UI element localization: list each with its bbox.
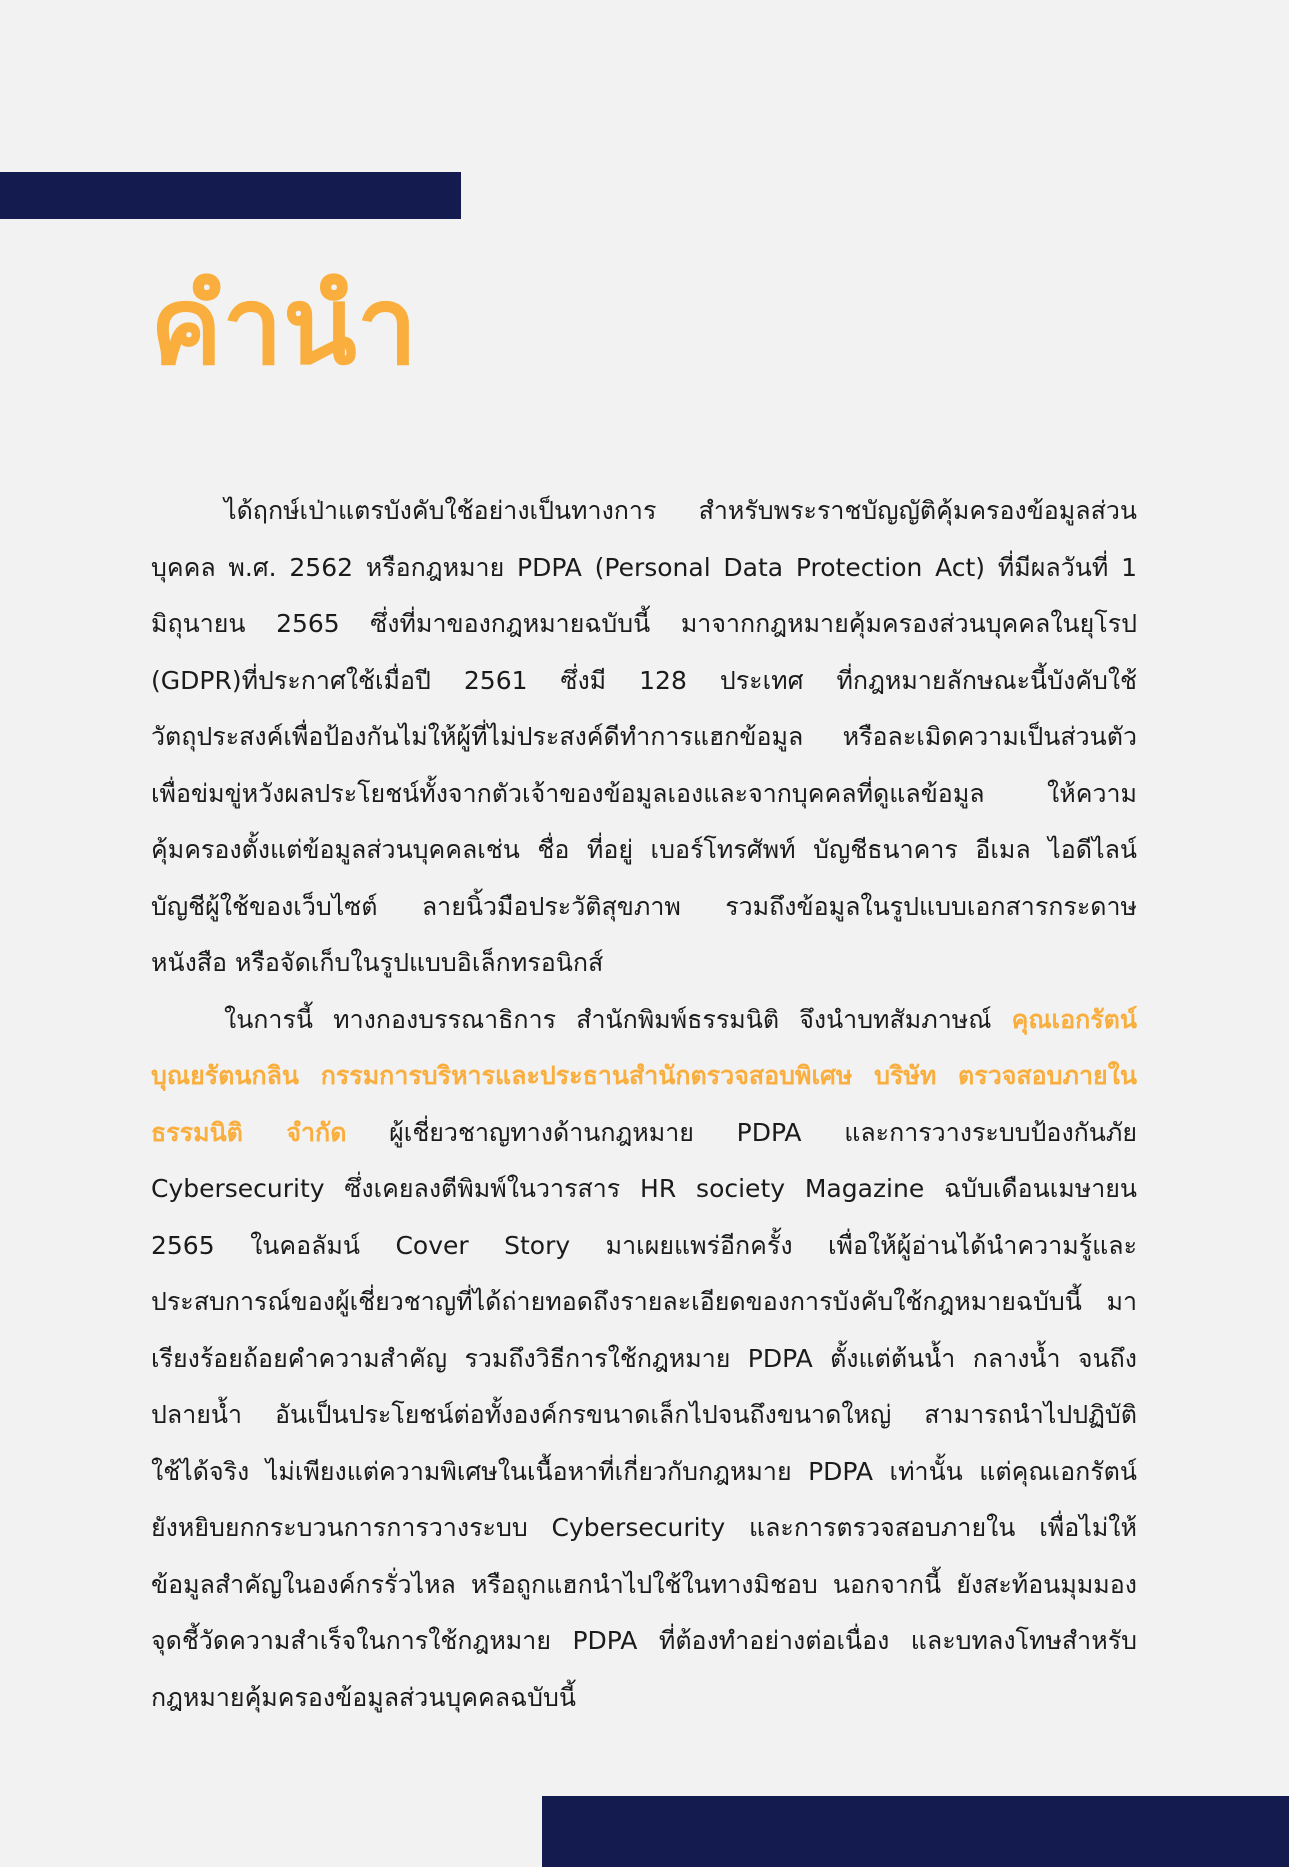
paragraph-2 [151,992,1137,1727]
paragraph-2-intro: ในการนี้ ทางกองบรรณาธิการ สำนักพิมพ์ธรรมนิติ จึงนำบทสัมภาษณ์ [224,1004,1012,1034]
interviewee-highlight: คุณเอกรัตน์ บุณยรัตนกลิน กรรมการบริหารและประธานสำนักตรวจสอบพิเศษ บริษัท ตรวจสอบภายในธรรมนิติ จำกัด [151,1004,1137,1147]
top-decorative-bar [0,172,461,219]
paragraph-2-rest: ผู้เชี่ยวชาญทางด้านกฎหมาย PDPA และการวางระบบป้องกันภัย Cybersecurity ซึ่งเคยลงตีพิมพ์ในวารสาร HR society Magazine ฉบับเดือนเมษายน 2565 ในคอลัมน์ Cover Story มาเผยแพร่อีกครั้ง เพื่อให้ผู้อ่านได้นำความรู้และประสบการณ์ของผู้เชี่ยวชาญที่ได้ถ่ายทอดถึงรายละเอียดของการบังคับใช้กฎหมายฉบับนี้ มาเรียงร้อยถ้อยคำความสำคัญ รวมถึงวิธีการใช้กฎหมาย PDPA ตั้งแต่ต้นน้ำ กลางน้ำ จนถึงปลายน้ำ อันเป็นประโยชน์ต่อทั้งองค์กรขนาดเล็กไปจนถึงขนาดใหญ่ สามารถนำไปปฏิบัติใช้ได้จริง ไม่เพียงแต่ความพิเศษในเนื้อหาที่เกี่ยวกับกฎหมาย PDPA เท่านั้น แต่คุณเอกรัตน์ ยังหยิบยกกระบวนการการวางระบบ Cybersecurity และการตรวจสอบภายใน เพื่อไม่ให้ข้อมูลสำคัญในองค์กรรั่วไหล หรือถูกแฮกนำไปใช้ในทางมิชอบ นอกจากนี้ ยังสะท้อนมุมมองจุดชี้วัดความสำเร็จในการใช้กฎหมาย PDPA ที่ต้องทำอย่างต่อเนื่อง และบทลงโทษสำหรับกฎหมายคุ้มครองข้อมูลส่วนบุคคลฉบับนี้ [151,1117,1138,1712]
paragraph-1: ได้ฤกษ์เป่าแตรบังคับใช้อย่างเป็นทางการ สำหรับพระราชบัญญัติคุ้มครองข้อมูลส่วนบุคคล พ.ศ. 2562 หรือกฎหมาย PDPA (Personal Data Protection Act) ที่มีผลวันที่ 1 มิถุนายน 2565 ซึ่งที่มาของกฎหมายฉบับนี้ มาจากกฎหมายคุ้มครองส่วนบุคคลในยุโรป (GDPR)ที่ประกาศใช้เมื่อปี 2561 ซึ่งมี 128 ประเทศ ที่กฎหมายลักษณะนี้บังคับใช้ วัตถุประสงค์เพื่อป้องกันไม่ให้ผู้ที่ไม่ประสงค์ดีทำการแฮกข้อมูล หรือละเมิดความเป็นส่วนตัว เพื่อข่มขู่หวังผลประโยชน์ทั้งจากตัวเจ้าของข้อมูลเองและจากบุคคลที่ดูแลข้อมูล ให้ความคุ้มครองตั้งแต่ข้อมูลส่วนบุคคลเช่น ชื่อ ที่อยู่ เบอร์โทรศัพท์ บัญชีธนาคาร อีเมล ไอดีไลน์ บัญชีผู้ใช้ของเว็บไซต์ ลายนิ้วมือประวัติสุขภาพ รวมถึงข้อมูลในรูปแบบเอกสารกระดาษ หนังสือ หรือจัดเก็บในรูปแบบอิเล็กทรอนิกส์ [151,496,1137,977]
page-title: คำนำ [150,264,418,389]
preface-body [151,483,1137,1726]
bottom-decorative-bar [542,1796,1289,1867]
